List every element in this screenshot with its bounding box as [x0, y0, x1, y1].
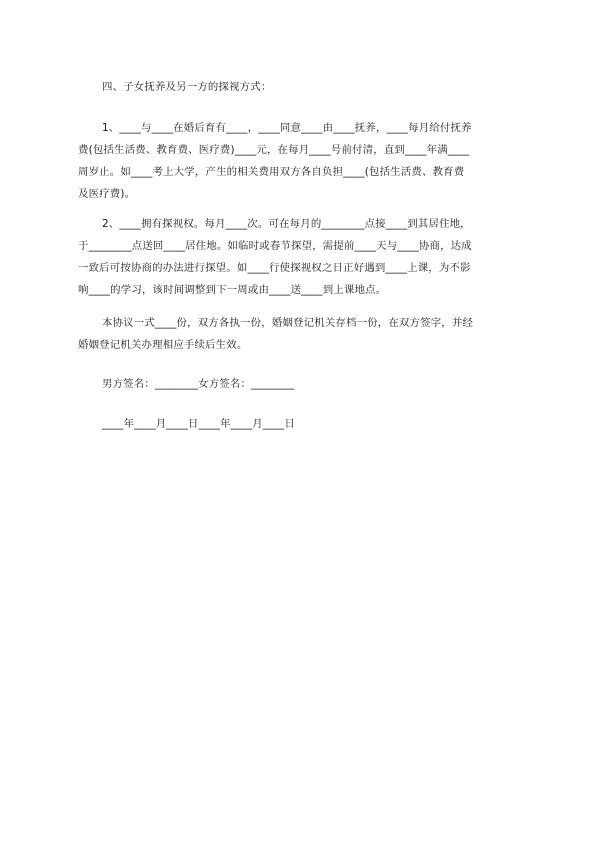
validity-line-2: 婚姻登记机关办理相应手续后生效。	[78, 339, 248, 351]
date-text: ____年____月____日____年____月____日	[102, 418, 296, 430]
clause-validity	[78, 312, 518, 356]
clause-visitation	[78, 213, 518, 301]
clause1-line-3: 周岁止。如____考上大学，产生的相关费用双方各自负担____(包括生活费、教育费	[78, 166, 465, 178]
clause-child-support	[78, 117, 518, 205]
clause2-line-2: 于________点送回____居住地。如临时或春节探望，需提前____天与____协商，达成	[78, 240, 472, 252]
section-heading-text: 四、子女抚养及另一方的探视方式：	[102, 81, 272, 93]
clause1-line-4: 及医疗费)。	[78, 188, 136, 200]
signature-text: 男方签名：________女方签名：________	[102, 378, 295, 390]
clause2-line-3: 一致后可按协商的办法进行探望。如____行使探视权之日正好遇到____上课，为不影	[78, 262, 471, 274]
clause1-line-1: 1、____与____在婚后育有____，____同意____由____抚养，____每月给付抚养	[102, 122, 472, 134]
date-line	[78, 413, 542, 435]
signature-line	[78, 373, 542, 395]
clause2-line-1: 2、____拥有探视权。每月____次。可在每月的________点接____到其居住地，	[102, 218, 471, 230]
clause2-line-4: 响____的学习，该时间调整到下一周或由____送____到上课地点。	[78, 284, 387, 296]
section-heading	[78, 76, 542, 98]
clause1-line-2: 费(包括生活费、教育费、医疗费)____元，在每月____号前付清，直到____年满____	[78, 144, 470, 156]
validity-line-1: 本协议一式____份，双方各执一份，婚姻登记机关存档一份，在双方签字，并经	[102, 317, 474, 329]
